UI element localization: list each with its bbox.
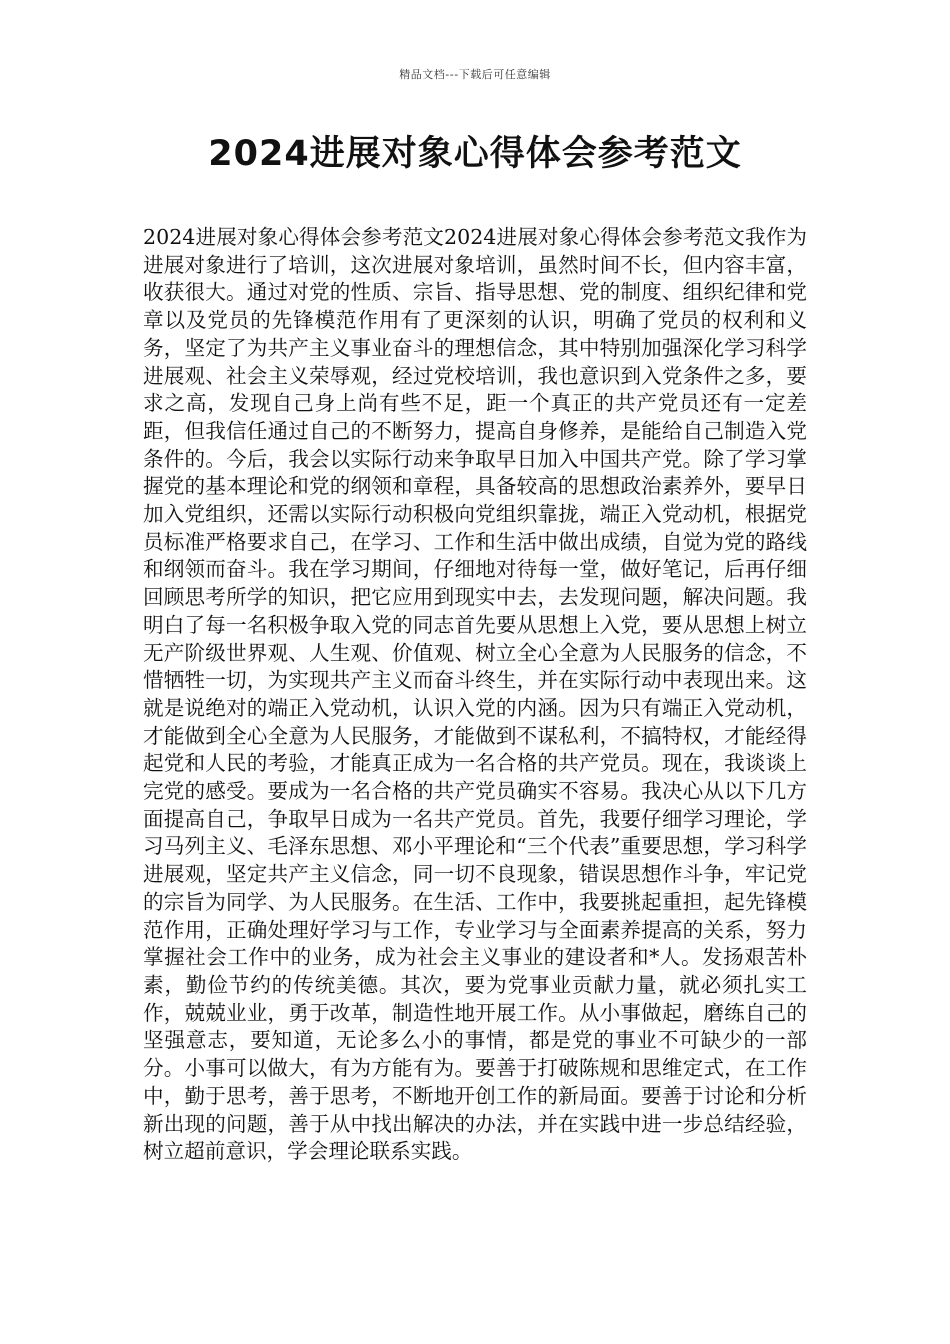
header-note: 精品文档---下载后可任意编辑 — [399, 68, 551, 81]
document-body: 2024进展对象心得体会参考范文2024进展对象心得体会参考范文我作为进展对象进行了培训，这次进展对象培训，虽然时间不长，但内容丰富，收获很大。通过对党的性质、宗旨、指导思想、党的制度、组织纪律和党章以及党员的先锋模范作用有了更深刻的认识，明确了党员的权利和义务，坚定了为共产主义事业奋斗的理想信念，其中特别加强深化学习科学进展观、社会主义荣辱观，经过党校培训，我也意识到入党条件之多，要求之高，发现自己身上尚有些不足，距一个真正的共产党员还有一定差距，但我信任通过自己的不断努力，提高自身修养，是能给自己制造入党条件的。今后，我会以实际行动来争取早日加入中国共产党。除了学习掌握党的基本理论和党的纲领和章程，具备较高的思想政治素养外，要早日加入党组织，还需以实际行动积极向党组织靠拢，端正入党动机，根据党员标准严格要求自己，在学习、工作和生活中做出成绩，自觉为党的路线和纲领而奋斗。我在学习期间，仔细地对待每一堂，做好笔记，后再仔细回顾思考所学的知识，把它应用到现实中去，去发现问题，解决问题。我明白了每一名积极争取入党的同志首先要从思想上入党，要从思想上树立无产阶级世界观、人生观、价值观、树立全心全意为人民服务的信念，不惜牺牲一切，为实现共产主义而奋斗终生，并在实际行动中表现出来。这就是说绝对的端正入党动机，认识入党的内涵。因为只有端正入党动机，才能做到全心全意为人民服务，才能做到不谋私利，不搞特权，才能经得起党和人民的考验，才能真正成为一名合格的共产党员。现在，我谈谈上完党的感受。要成为一名合格的共产党员确实不容易。我决心从以下几方面提高自己，争取早日成为一名共产党员。首先，我要仔细学习理论，学习马列主义、毛泽东思想、邓小平理论和“三个代表”重要思想，学习科学进展观，坚定共产主义信念，同一切不良现象，错误思想作斗争，牢记党的宗旨为同学、为人民服务。在生活、工作中，我要挑起重担，起先锋模范作用，正确处理好学习与工作，专业学习与全面素养提高的关系，努力掌握社会工作中的业务，成为社会主义事业的建设者和*人。发扬艰苦朴素，勤俭节约的传统美德。其次，要为党事业贡献力量，就必须扎实工作，兢兢业业，勇于改革，制造性地开展工作。从小事做起，磨练自己的坚强意志，要知道，无论多么小的事情，都是党的事业不可缺少的一部分。小事可以做大，有为方能有为。要善于打破陈规和思维定式，在工作中，勤于思考，善于思考，不断地开创工作的新局面。要善于讨论和分析新出现的问题，善于从中找出解决的办法，并在实践中进一步总结经验，树立超前意识，学会理论联系实践。 — [143, 225, 807, 1164]
document-title: 2024进展对象心得体会参考范文 — [208, 134, 742, 174]
